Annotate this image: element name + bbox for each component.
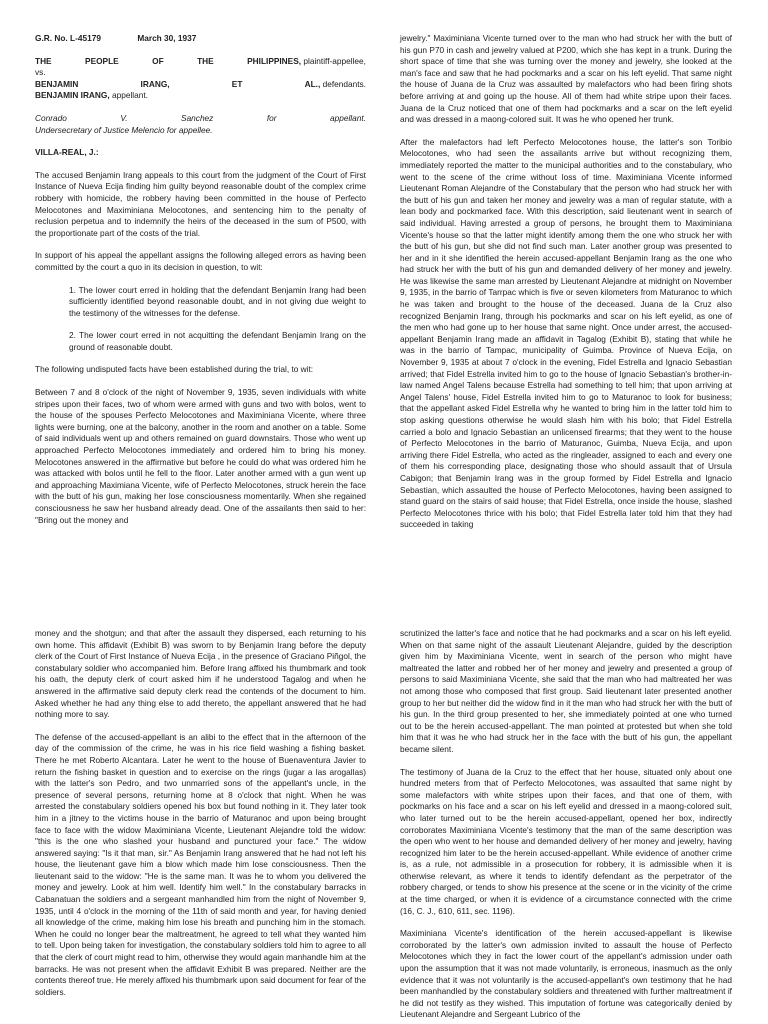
party-word: BENJAMIN	[35, 78, 79, 89]
party-word: AL.,	[304, 78, 321, 89]
column-bottom-left	[35, 628, 366, 1020]
paragraph: scrutinized the latter's face and notice that he had pockmarks and a scar on his left eyelid. When on that same night of the assault Lieutenant Alejandre, guided by the description given him by Maximiniana Vicente, went in search of the person who might have maltreated the latter and robbed her of her money and jewelry and presented a group of persons to said Maximiniana Vicente, she said that the man who had maltreated her was not among those who composed that first group. Said lieutenant later presented another group to her but neither did the widow find in it the man who had struck her with the butt of his gun. In the third group presented to her, she immediately pointed at one who turned out to be the herein accused-appellant. The man pointed at protested but when she told him that it was he who had struck her in the face with the butt of his gun, the appellant became silent.	[400, 628, 732, 754]
paragraph: Maximiniana Vicente's identification of the herein accused-appellant is likewise corroborated by the latter's own admission invited to assault the house of Perfecto Melocotones which they in fact the lower court of the appellant's admission under oath upon the assumption that it was not made voluntarily, is erroneous, inasmuch as the only evidence that it was not voluntarily is the accused-appellant's own testimony that he had been manhandled by the constabulary soldiers and threatened with further maltreatment if he did not testify as they wished. This imputation of fortune was categorically denied by Lieutenant Alejandre and Sergeant Lubrico of the	[400, 928, 732, 1020]
appellant-role: appellant.	[112, 90, 148, 101]
paragraph: The following undisputed facts have been established during the trial, to wit:	[35, 364, 314, 375]
case-date: March 30, 1937	[137, 33, 197, 43]
party-word: OF	[152, 55, 164, 66]
case-parties	[35, 56, 366, 102]
case-header	[35, 33, 366, 45]
counsel-appellee: Undersecretary of Justice Melencio for appellee.	[35, 124, 213, 135]
party-role: plaintiff-appellee,	[303, 55, 366, 66]
counsel-word: for	[266, 112, 277, 123]
party-plaintiff	[35, 56, 366, 68]
counsel-word: V.	[120, 112, 128, 123]
ponente: VILLA-REAL, J.:	[35, 147, 99, 158]
party-word: THE	[197, 55, 214, 66]
column-bottom-right	[400, 628, 732, 1020]
paragraph: The defense of the accused-appellant is an alibi to the effect that in the afternoon of the day of the commission of the crime, he was in his rice field washing a fishing basket. There he met Roberto Alcantara. Later he went to the house of Buenaventura Javier to return the fishing basket in question and to exercise on the rings (jugar a las arogallas) with the latter's son Pedro, and two unmarried sons of the appellant's uncle, in the presence of several persons, returning home at 8 o'clock that night. When he was arrested the constabulary soldiers opened his box but found nothing in it. They later took him in a jitney to the victims house in the barrio of Maturanoc and upon being brought face to face with the widow Maximiniana Vicente, Lieutenant Alejandre told the widow: "this is the one who slashed your husband and punctured your face." The widow answered saying: "Is it that man, sir." As Benjamin Irang answered that he had not left his house, the lieutenant gave him a blow which made him lose consciousness. Then the lieutenant said to the widow: "He is the same man. It was he to whom you delivered the money and jewelry. Look at him well. Identify him well." In the constabulary barracks in Cabanatuan the soldiers and a sergeant manhandled him from the night of November 9, 1935, until 4 o'clock in the morning of the 11th of said month and year, for having denied all knowledge of the crime, making him lose his breath and punching him in the stomach. When he could no longer bear the maltreatment, he agreed to tell what they wanted him to tell. Upon being taken for investigation, the constabulary soldiers told him to agree to all that the clerk of court might read to him, otherwise they would again manhandle him at the barracks. He was not present when the affidavit Exhibit B was prepared. Neither are the contents thereof true. He merely affixed his thumbmark upon said document for fear of the soldiers.	[35, 731, 366, 997]
column-top-right	[400, 33, 732, 558]
paragraph: After the malefactors had left Perfecto Melocotones house, the latter's son Toribio Melocotones, who had seen the assailants arrive but without recognizing them, immediately reported the matter to the municipal authorities and to the constabulary, who went to the scene of the crime without loss of time. Maximiniana Vicente informed Lieutenant Roman Alejandre of the Constabulary that the person who had struck her with the butt of his gun and taken her money and jewelry was a man of regular statute, with a lean body and pockmarked face. With this description, said lieutenant went in search of said individual. Having arrested a group of persons, he brought them to Maximiniana Vicente's house so that the latter might identify among them the one who struck her with the butt of his gun, but she did not find such man. Later another group was presented to her and in it she identified the herein accused-appellant Benjamin Irang as the one who had struck her with the butt of his gun and demanded delivery of her money and jewelry. He was likewise the same man arrested by Lieutenant Alejandre at midnight on November 9, 1935, in the barrio of Tarrpac which is five or seven kilometers from Maturanoc to which he was taken and brought to the house of the deceased. Juana de la Cruz also recognized Benjamin Irang, through his pockmarks and scar on his left eyelid, as one of the men who had gone up to her house that same night. Once under arrest, the accused-appellant Benjamin Irang made an affidavit in Tagalog (Exhibit B), stating that while he was in the barrio of Tampac, municipality of Guimba. Province of Nueva Ecija, on November 9, 1935 at about 7 o'clock in the evening, Fidel Estrella and Ignacio Sebastian arrived; that Fidel Estrella invited him to go to the house of Ignacio Sebastian's brother-in-law named Angel Talens because Estrella had something to tell him; that upon arriving at Angel Talens' house, Fidel Estrella invited him to go to Maturanoc to look for business; that the appellant asked Fidel Estrella why he wanted to bring him in the latter told him to stop asking questions otherwise he would slash him with his bolo; that Fidel Estrella carried a bolo and Ignacio Sebastian an unlicensed firearms; that they went to the house of Perfecto Melocotones in the barrio of Maturanoc, Guimba, Nueva Ecija, and upon arriving there Fidel Estrella, who acted as the ringleader, assigned to each and every one of them his corresponding place, designating those who should assault that of Ursula Cabigon; that Benjamin Irang was in the group formed by Fidel Estrella and Ignacio Sebastian, which assaulted the house of Perfecto Melocotones, having been assigned to stand guard on the stairs of said house; that Fidel Estrella, once inside the house, slashed Perfecto Melocotones thrice with his bolo; that Fidel Estrella later told him that they had succeeded in taking	[400, 136, 732, 530]
party-role: defendants.	[322, 78, 366, 89]
counsel-appellant	[35, 113, 366, 125]
party-word: ET	[231, 78, 243, 89]
paragraph: jewelry." Maximiniana Vicente turned over to the man who had struck her with the butt of his gun P70 in cash and jewelry valued at P200, which she has kept in a trunk. During the short space of time that she was turning over the money and jewelry, she looked at the man's face and saw that he had pockmarks and a scar on his left eyelid. That same night the house of Juana de la Cruz was assaulted by malefactors who had been firing shots before arriving at and going up the house. All of them had white stripe upon their faces. Juana de la Cruz noticed that one of them had pockmarks and a scar on the left eyelid and was dressed in a maong-colored suit. It was he who opened her trunk.	[400, 33, 732, 125]
paragraph: money and the shotgun; and that after the assault they dispersed, each returning to his own home. This affidavit (Exhibit B) was sworn to by Benjamin Irang before the deputy clerk of the Court of First Instance of Nueva Ecija , in the presence of Graciano Piñgol, the constabulary soldier who accompanied him. Before Irang affixed his thumbmark and took his oath, the deputy clerk of court asked him if he understood Tagalog and when he answered in the affirmative said deputy clerk read the contends of the document to him. Asked whether he had any thing else to add thereto, the appellant answered that he had nothing more to say.	[35, 628, 366, 720]
paragraph: The accused Benjamin Irang appeals to this court from the judgment of the Court of First Instance of Nueva Ecija finding him guilty beyond reasonable doubt of the complex crime robbery with homicide, the robbery having been committed in the house of Perfecto Melocotones and Maximiniana Melocotones, and sentencing him to the penalty of reclusion perpetua and to indemnify the heirs of the deceased in the sum of P500, with the proportionate part of the costs of the trial.	[35, 169, 366, 238]
party-word: PEOPLE	[85, 55, 119, 66]
counsel-word: Sanchez	[181, 112, 214, 123]
counsel-word: Conrado	[35, 112, 67, 123]
assigned-error-1: 1. The lower court erred in holding that the defendant Benjamin Irang had been sufficiently identified beyond reasonable doubt, and in not giving due weight to the testimony of the witnesses for the defense.	[69, 284, 366, 318]
versus: vs.	[35, 67, 46, 78]
paragraph: In support of his appeal the appellant assigns the following alleged errors as having been committed by the court a quo in its decision in question, to wit:	[35, 250, 366, 272]
paragraph: Between 7 and 8 o'clock of the night of November 9, 1935, seven individuals with white stripes upon their faces, two of whom were armed with guns and two with bolos, went to the house of the spouses Perfecto Melocotones and Maximiniana Vicente, where three lights were burning, one at the balcony, another in the room and another on a table. Some of said individuals went up and others remained on guard downstairs. Those who went up approached Perfecto Melocotones immediately and ordered him to bring his money. Melocotones answered in the affirmative but before he could do what was ordered him he was attacked with bolos until he fell to the floor. Later another armed with a gun went up and approaching Maximiana Vicente, wife of Perfecto Melocotones, struck herein the face with the butt of his gun, making her lose consciousness momentarily. When she regained consciousness he saw her husband already dead. One of the assailants then said to her: "Bring out the money and	[35, 387, 366, 525]
paragraph: The testimony of Juana de la Cruz to the effect that her house, situated only about one hundred meters from that of Perfecto Melocotones, was assaulted that same night by some malefactors with white stripes upon their faces, and that one of them, with pockmarks on his face and a scar on his left eyelid and dressed in a maong-colored suit, who later turned out to be the herein accused-appellant, opened her box, indirectly corroborates Maximiniana Vicente's testimony that the man of the same description was the open who went to her house and demanded delivery of her money and jewelry, having recognized him later to be the herein accused-appellant. While evidence of another crime is, as a rule, not admissible in a prosecution for robbery, it is admissible when it is otherwise relevant, as where it tends to identify defendant as the perpetrator of the robbery charged, or tends to show his presence at the scene or in the vicinity of the crime at the time charged, or when it is evidence of a circumstance connected with the crime (16, C. J., 610, 611, sec. 1196).	[400, 766, 732, 916]
party-defendants	[35, 79, 366, 91]
case-number: G.R. No. L-45179	[35, 33, 101, 43]
party-word: IRANG,	[140, 78, 170, 89]
appellant-name: BENJAMIN IRANG,	[35, 90, 110, 101]
party-word: THE	[35, 55, 52, 66]
party-word: PHILIPPINES,	[247, 55, 302, 66]
column-top-left	[35, 33, 366, 525]
assigned-error-2: 2. The lower court erred in not acquitting the defendant Benjamin Irang on the ground of reasonable doubt.	[69, 330, 366, 352]
party-appellant	[35, 90, 366, 102]
counsel	[35, 113, 366, 136]
counsel-word: appellant.	[329, 112, 366, 123]
